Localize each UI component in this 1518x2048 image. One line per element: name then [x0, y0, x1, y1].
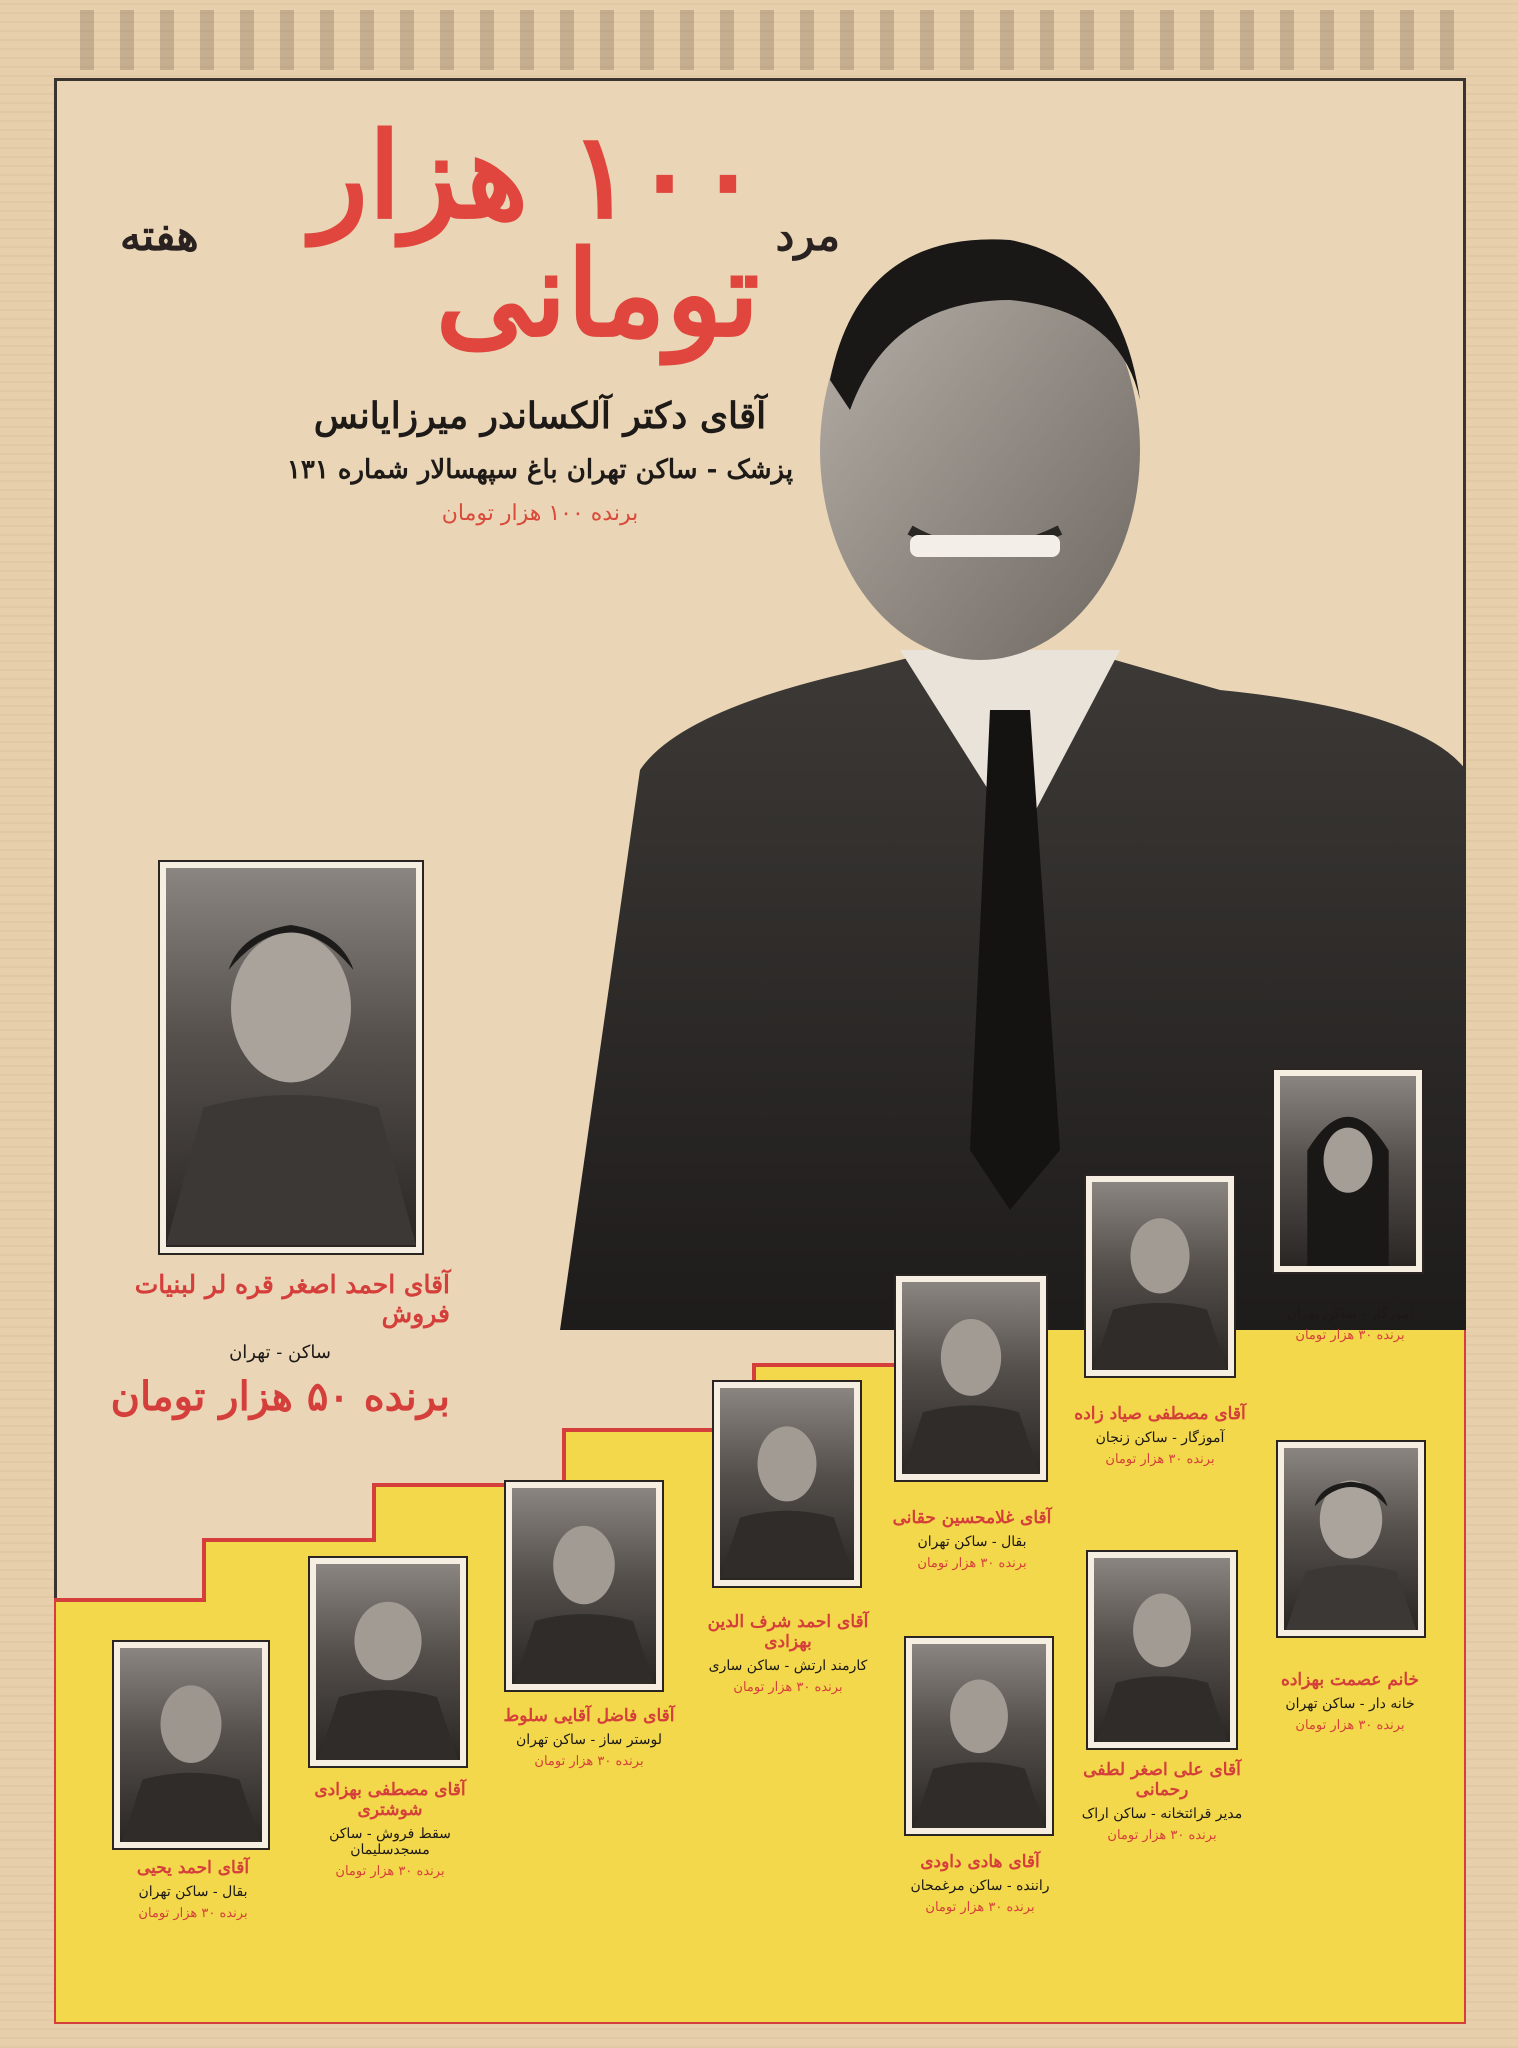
winner-caption — [1072, 1404, 1248, 1467]
winner-name: آقای مصطفی صیاد زاده — [1074, 1404, 1246, 1424]
winner-name: آقای مصطفی بهزادی شوشتری — [314, 1780, 466, 1820]
winner-name: آقای علی اصغر لطفی رحمانی — [1083, 1760, 1241, 1800]
winner-caption — [494, 1706, 684, 1769]
winner-photo — [1276, 1440, 1426, 1638]
winner-name: آقای غلامحسین حقانی — [892, 1508, 1052, 1528]
winner-prize: برنده ۳۰ هزار تومان — [925, 1900, 1035, 1915]
winner-photo — [504, 1480, 664, 1692]
winner-prize: برنده ۳۰ هزار تومان — [335, 1864, 445, 1879]
bleed-through-header — [80, 10, 1480, 70]
winner-photo — [1272, 1068, 1424, 1274]
winner-prize: برنده ۳۰ هزار تومان — [138, 1906, 248, 1921]
feature-address: پزشک - ساکن تهران باغ سپهسالار شماره ۱۳۱ — [286, 455, 794, 485]
feature-name: آقای دکتر آلکساندر میرزایانس — [313, 395, 767, 437]
winner-caption — [98, 1858, 288, 1921]
second-place-photo — [158, 860, 424, 1255]
winner-photo — [1086, 1550, 1238, 1750]
winner-caption — [700, 1612, 876, 1695]
winner-prize: برنده ۳۰ هزار تومان — [733, 1680, 843, 1695]
winner-job: خانه دار - ساکن تهران — [1285, 1696, 1415, 1712]
winner-prize: برنده ۳۰ هزار تومان — [1295, 1328, 1405, 1343]
feature-caption — [280, 395, 800, 526]
winner-prize: برنده ۳۰ هزار تومان — [534, 1754, 644, 1769]
winner-caption — [884, 1508, 1060, 1571]
winner-job: بقال - ساکن تهران — [138, 1884, 248, 1900]
winner-photo — [112, 1640, 270, 1850]
winner-name: آقای احمد یحیی — [136, 1858, 250, 1878]
feature-prize: برنده ۱۰۰ هزار تومان — [441, 501, 639, 526]
second-place-job: ساکن - تهران — [229, 1342, 331, 1363]
second-place-name: آقای احمد اصغر قره لر لبنیات فروش — [134, 1270, 450, 1328]
masthead-left-word: مرد — [775, 210, 840, 260]
masthead-right-word: هفته — [120, 210, 199, 260]
winner-job: آموزگار - ساکن زنجان — [1095, 1430, 1225, 1446]
winner-job: سقط فروش - ساکن مسجدسلیمان — [329, 1826, 451, 1858]
winner-job: لوستر ساز - ساکن تهران — [515, 1732, 663, 1748]
winner-job: بقال - ساکن تهران — [917, 1534, 1027, 1550]
winner-prize: برنده ۳۰ هزار تومان — [917, 1556, 1027, 1571]
winner-prize: برنده ۳۰ هزار تومان — [1105, 1452, 1215, 1467]
winner-caption — [1262, 1300, 1438, 1343]
masthead-title: ۱۰۰ هزار تومانی — [311, 106, 760, 363]
winner-caption — [1074, 1760, 1250, 1843]
winner-prize: برنده ۳۰ هزار تومان — [1107, 1828, 1217, 1843]
winner-photo — [894, 1274, 1048, 1482]
winner-name: آقای هادی داودی — [920, 1852, 1040, 1872]
winner-prize: برنده ۳۰ هزار تومان — [1295, 1718, 1405, 1733]
winner-photo — [1084, 1174, 1236, 1378]
masthead — [120, 106, 840, 363]
winner-job: آموزگار - ساکن تهران — [1286, 1306, 1414, 1322]
winner-caption — [892, 1852, 1068, 1915]
winner-job: مدیر قرائتخانه - ساکن اراک — [1081, 1806, 1243, 1822]
winner-photo — [308, 1556, 468, 1768]
winner-job: راننده - ساکن مرغمحان — [910, 1878, 1050, 1894]
winner-name: آقای فاضل آقایی سلوط — [503, 1706, 675, 1726]
winner-caption — [300, 1780, 480, 1879]
winner-photo — [904, 1636, 1054, 1836]
winner-photo — [712, 1380, 862, 1588]
winner-caption — [1262, 1670, 1438, 1733]
winner-job: کارمند ارتش - ساکن ساری — [708, 1658, 868, 1674]
second-place-caption — [110, 1270, 450, 1420]
winner-name: خانم عصمت بهزاده — [1280, 1670, 1420, 1690]
second-place-prize: برنده ۵۰ هزار تومان — [110, 1373, 450, 1420]
winner-name: آقای احمد شرف الدین بهزادی — [707, 1612, 869, 1652]
